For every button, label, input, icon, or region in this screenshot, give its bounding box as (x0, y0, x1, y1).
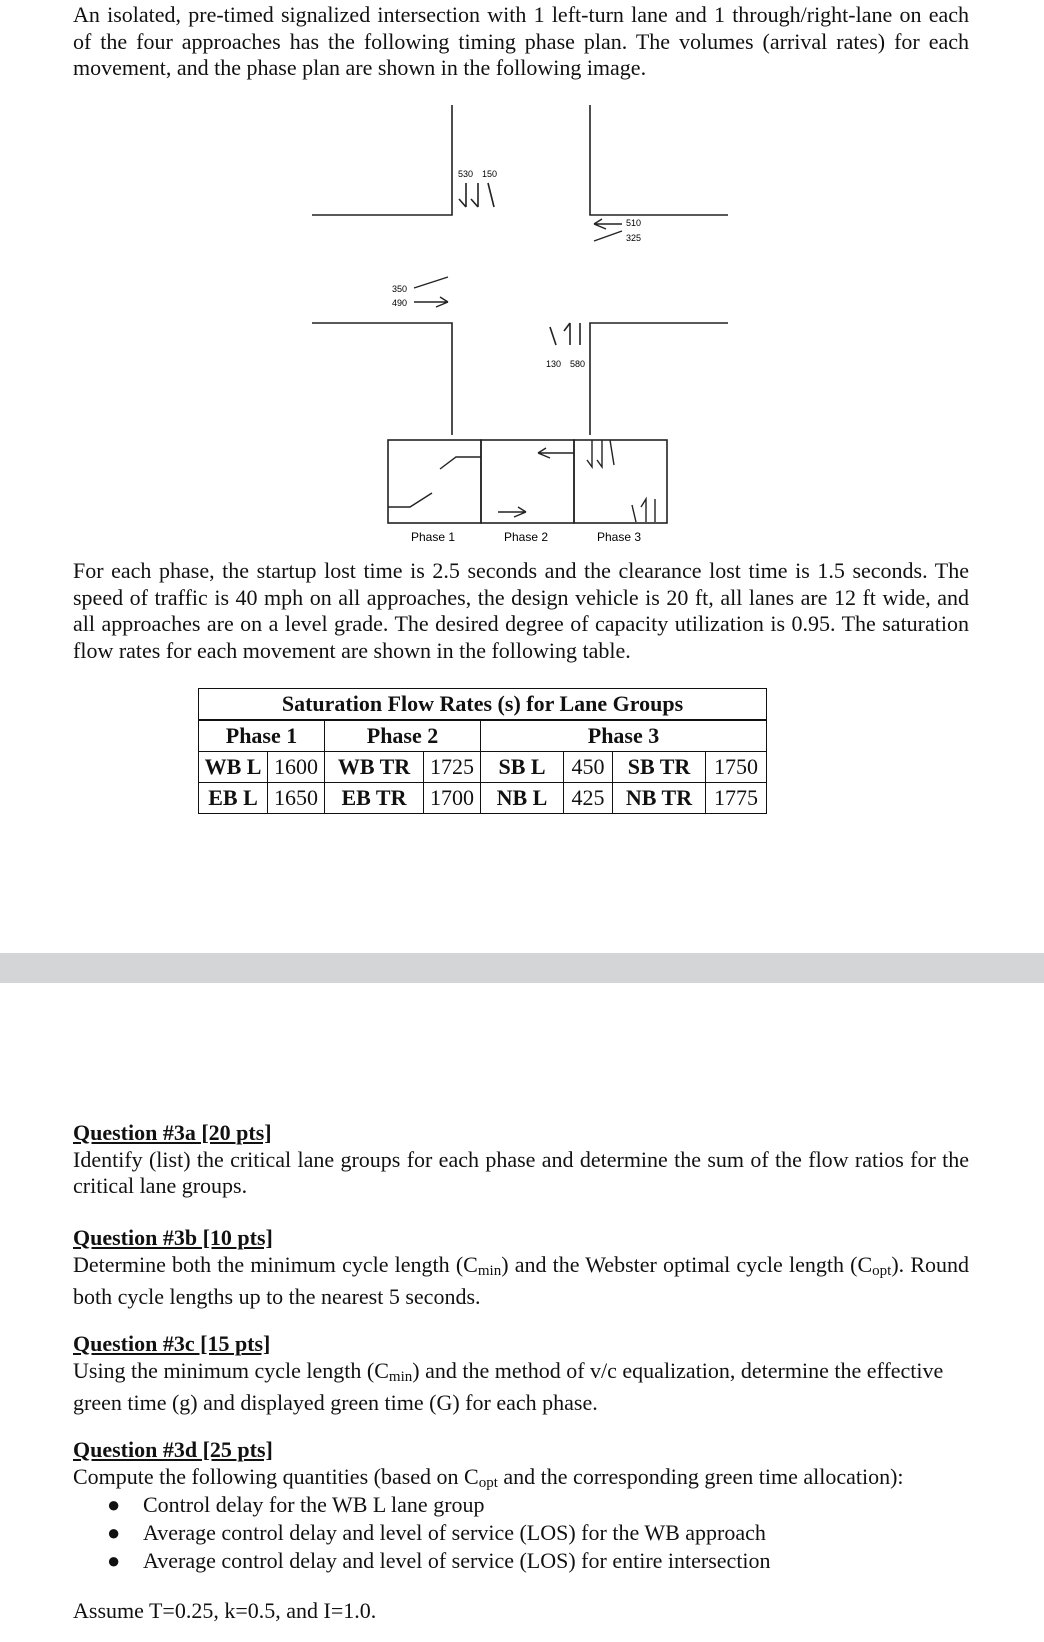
sb-through-volume: 150 (482, 169, 498, 179)
question-3d-body: Compute the following quantities (based on $C_{opt}$ and the corresponding green time allocation): (73, 1463, 904, 1491)
table-cell: EB TR (325, 783, 424, 814)
table-cell: WB L (199, 752, 268, 783)
nb-left-volume: 130 (546, 359, 562, 369)
eb-arrows-icon (414, 277, 448, 307)
phase-2-arrows-icon (498, 448, 574, 517)
table-phase-3-header: Phase 3 (481, 720, 767, 752)
question-3d (73, 1437, 973, 1496)
table-cell: EB L (199, 783, 268, 814)
curb-nw (312, 105, 452, 215)
table-cell: 1600 (268, 752, 325, 783)
table-row (199, 752, 767, 783)
table-cell: 450 (564, 752, 613, 783)
phase-1-arrows-icon (388, 457, 481, 507)
list-item: ● Average control delay and level of service (LOS) for entire intersection (107, 1548, 771, 1573)
table-cell: WB TR (325, 752, 424, 783)
question-3c-body: Using the minimum cycle length $(C_{min})$ and the method of v/c equalization, determine the effective green time (g) and displayed green time (G) for each phase. (73, 1357, 944, 1415)
question-3b-title: Question #3b [10 pts] (73, 1225, 273, 1250)
sb-left-volume: 530 (458, 169, 474, 179)
question-3b (73, 1225, 969, 1311)
table-phase-2-header: Phase 2 (325, 720, 481, 752)
intro-paragraph: An isolated, pre-timed signalized intersection with 1 left-turn lane and 1 through/right-lane on each of the four approaches has the following timing phase plan. The volumes (arrival rates) for each movement, and the phase plan are shown in the following image. (73, 2, 969, 80)
table-cell: 1750 (706, 752, 767, 783)
curb-se (590, 323, 728, 435)
table-cell: NB TR (613, 783, 706, 814)
sb-arrows-icon (459, 183, 494, 207)
table-cell: SB L (481, 752, 564, 783)
wb-left-volume: 325 (626, 233, 642, 243)
list-item: ● Control delay for the WB L lane group (107, 1492, 485, 1517)
nb-through-volume: 580 (570, 359, 586, 369)
question-3a (73, 1120, 969, 1200)
question-3a-body: Identify (list) the critical lane groups for each phase and determine the sum of the flow ratios for the critical lane groups. (73, 1146, 969, 1198)
phase-1-box (388, 440, 481, 523)
table-row (199, 783, 767, 814)
eb-left-volume: 350 (392, 284, 408, 294)
question-3a-title: Question #3a [20 pts] (73, 1120, 272, 1145)
table-cell: SB TR (613, 752, 706, 783)
phase-3-arrows-icon (587, 440, 655, 522)
intersection-diagram (0, 95, 1044, 635)
phase-3-box (574, 440, 667, 523)
phase-2-label: Phase 2 (504, 530, 549, 544)
table-cell: 1700 (424, 783, 481, 814)
wb-through-volume: 510 (626, 218, 642, 228)
question-3d-bullet-list (73, 1491, 771, 1575)
list-item: ● Average control delay and level of service (LOS) for the WB approach (107, 1520, 766, 1545)
table-phase-1-header: Phase 1 (199, 720, 325, 752)
question-3b-body: Determine both the minimum cycle length $(C_{min})$ and the Webster optimal cycle length $(C_{opt})$. Round both cycle lengths up to the nearest 5 seconds. (73, 1251, 970, 1309)
wb-arrows-icon (594, 219, 622, 241)
phase-3-label: Phase 3 (597, 530, 642, 544)
section-divider (0, 953, 1044, 983)
saturation-flow-table (198, 688, 767, 814)
table-cell: 1650 (268, 783, 325, 814)
question-3c-title: Question #3c [15 pts] (73, 1331, 271, 1356)
eb-through-volume: 490 (392, 298, 408, 308)
table-cell: 425 (564, 783, 613, 814)
curb-sw (312, 323, 452, 435)
question-3c (73, 1331, 973, 1417)
conditions-paragraph: For each phase, the startup lost time is 2.5 seconds and the clearance lost time is 1.5 seconds. The speed of traffic is 40 mph on all approaches, the design vehicle is 20 ft, all lanes are 12 ft wide, and all approaches are on a level grade. The desired degree of capacity utilization is 0.95. The saturation flow rates for each movement are shown in the following table. (73, 558, 969, 663)
phase-1-label: Phase 1 (411, 530, 456, 544)
table-cell: NB L (481, 783, 564, 814)
assumption-line: Assume T=0.25, k=0.5, and I=1.0. (73, 1598, 377, 1623)
table-title: Saturation Flow Rates (s) for Lane Groups (199, 689, 767, 721)
nb-arrows-icon (550, 323, 580, 345)
curb-ne (590, 105, 728, 215)
table-cell: 1775 (706, 783, 767, 814)
question-3d-title: Question #3d [25 pts] (73, 1437, 273, 1462)
table-cell: 1725 (424, 752, 481, 783)
